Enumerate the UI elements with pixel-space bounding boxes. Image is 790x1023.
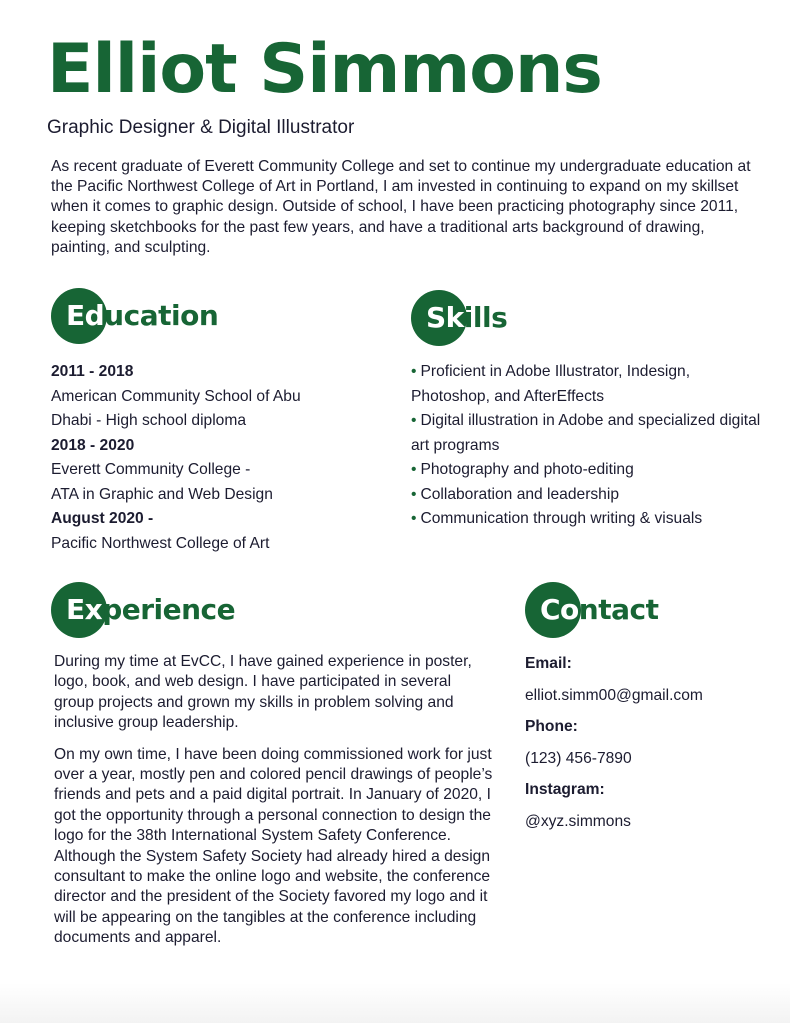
skills-heading — [411, 290, 611, 346]
education-school: Everett Community College - — [51, 461, 251, 478]
instagram-value: @xyz.simmons — [525, 813, 631, 830]
education-heading — [51, 288, 291, 344]
skill-item: • Proficient in Adobe Illustrator, Indesign, Photoshop, and AfterEffects — [411, 363, 691, 405]
experience-heading — [51, 582, 311, 638]
phone-value: (123) 456-7890 — [525, 750, 632, 767]
experience-text — [54, 652, 494, 960]
experience-paragraph: On my own time, I have been doing commissioned work for just over a year, mostly pen and colored pencil drawings of people’s friends and pets and a paid digital portrait. In January of 2020, I got the opportunity through a personal connection to design the logo for the 38th International System Safety Conference. Although the System Safety Society had already hired a design consultant to make the online logo and website, the conference director and the president of the Society favored my logo and it will be appearing on the tangibles at the conference including documents and apparel. — [54, 745, 493, 947]
resume-name: Elliot Simmons — [47, 30, 602, 109]
skill-item: • Communication through writing & visuals — [411, 510, 703, 527]
education-list — [51, 360, 371, 556]
education-detail: Dhabi - High school diploma — [51, 412, 247, 429]
skills-list — [411, 360, 761, 532]
contact-title: Contact — [540, 593, 659, 626]
contact-info — [525, 652, 765, 841]
education-school: American Community School of Abu — [51, 387, 301, 405]
summary-paragraph: As recent graduate of Everett Community College and set to continue my undergraduate education at the Pacific Northwest College of Art in Portland, I am invested in continuing to expand on my skillset when it comes to graphic design. Outside of school, I have been practicing photography since 2011, keeping sketchbooks for the past few years, and have a traditional arts background of drawing, painting, and sculpting. — [51, 158, 751, 256]
bullet-icon: • — [411, 461, 417, 478]
bullet-icon: • — [411, 485, 417, 503]
bullet-icon: • — [411, 510, 417, 527]
resume-subtitle: Graphic Designer & Digital Illustrator — [47, 117, 355, 138]
skills-title: Skills — [426, 301, 508, 334]
skill-item: • Digital illustration in Adobe and specialized digital art programs — [411, 412, 761, 454]
experience-paragraph: During my time at EvCC, I have gained experience in poster, logo, book, and web design. I have participated in several group projects and grown my skills in problem solving and inclusive group leadership. — [54, 653, 472, 732]
email-label: Email: — [525, 655, 572, 672]
bullet-icon: • — [411, 363, 417, 380]
experience-title: Experience — [66, 593, 236, 626]
contact-heading — [525, 582, 755, 638]
instagram-label: Instagram: — [525, 781, 605, 798]
education-years: 2011 - 2018 — [51, 363, 134, 380]
education-detail: ATA in Graphic and Web Design — [51, 485, 273, 503]
phone-label: Phone: — [525, 718, 578, 735]
page-bottom-shadow — [0, 983, 790, 1023]
education-school: Pacific Northwest College of Art — [51, 534, 270, 552]
email-value[interactable]: elliot.simm00@gmail.com — [525, 687, 703, 704]
education-title: Education — [66, 299, 219, 332]
skill-item: • Photography and photo-editing — [411, 461, 634, 478]
education-years: 2018 - 2020 — [51, 436, 135, 454]
bullet-icon: • — [411, 412, 417, 429]
skill-item: • Collaboration and leadership — [411, 485, 619, 503]
education-years: August 2020 - — [51, 510, 154, 527]
